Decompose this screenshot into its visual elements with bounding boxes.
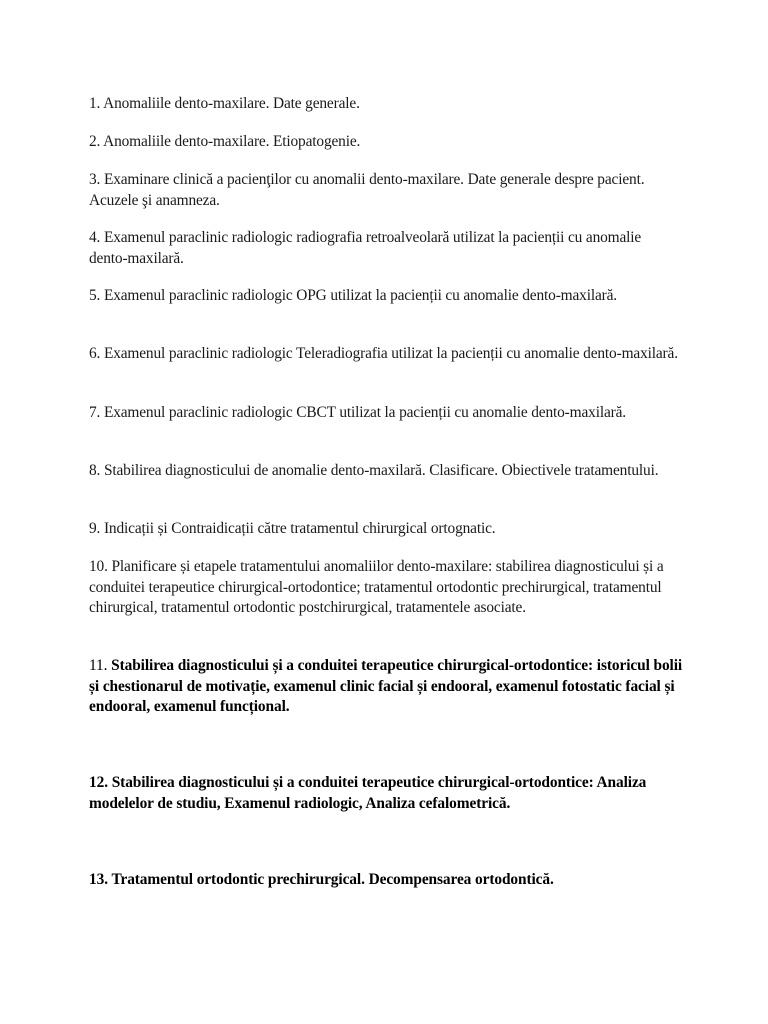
list-item-13 bbox=[89, 870, 689, 891]
list-item-10 bbox=[89, 557, 679, 619]
list-item-5 bbox=[89, 286, 679, 307]
item-number: 13. bbox=[89, 871, 108, 888]
item-number: 9. bbox=[89, 520, 101, 537]
item-number: 1. bbox=[89, 95, 101, 112]
item-text: Stabilirea diagnosticului și a conduitei terapeutice chirurgical-ortodontice: istoricul bolii și chestionarul de motivație, examenul clinic facial și endooral, examenul fotostatic facial și endooral, examenul funcțional. bbox=[89, 657, 683, 715]
item-number: 6. bbox=[89, 345, 101, 362]
item-number: 10. bbox=[89, 558, 108, 575]
list-item-2 bbox=[89, 132, 679, 153]
item-text: Examenul paraclinic radiologic OPG utilizat la pacienții cu anomalie dento-maxilară. bbox=[103, 287, 618, 304]
item-number: 7. bbox=[89, 404, 101, 421]
list-item-7 bbox=[89, 403, 679, 424]
item-text: Examenul paraclinic radiologic Teleradiografia utilizat la pacienții cu anomalie dento-maxilară. bbox=[103, 345, 678, 362]
item-text: Examenul paraclinic radiologic CBCT utilizat la pacienții cu anomalie dento-maxilară. bbox=[103, 404, 626, 421]
item-text: Planificare și etapele tratamentului anomaliilor dento-maxilare: stabilirea diagnosticului și a conduitei terapeutice chirurgical-ortodontice; tratamentul ortodontic prechirurgical, tratamentul chirurgical, tratamentul ortodontic postchirurgical, tratamentele asociate. bbox=[89, 558, 664, 616]
item-text: Stabilirea diagnosticului de anomalie dento-maxilară. Clasificare. Obiectivele tratamentului. bbox=[103, 462, 659, 479]
item-text: Examenul paraclinic radiologic radiografia retroalveolară utilizat la pacienții cu anomalie dento-maxilară. bbox=[89, 229, 642, 267]
item-text: Indicații și Contraidicații către tratamentul chirurgical ortognatic. bbox=[103, 520, 496, 537]
list-item-9 bbox=[89, 519, 679, 540]
item-number: 11. bbox=[89, 657, 108, 674]
list-item-8 bbox=[89, 461, 679, 482]
item-number: 3. bbox=[89, 171, 101, 188]
item-number: 5. bbox=[89, 287, 101, 304]
list-item-6 bbox=[89, 344, 679, 365]
item-text: Anomaliile dento-maxilare. Date generale. bbox=[103, 95, 360, 112]
item-number: 2. bbox=[89, 133, 101, 150]
item-number: 12. bbox=[89, 774, 108, 791]
list-item-4 bbox=[89, 228, 679, 269]
list-item-11 bbox=[89, 656, 689, 718]
item-number: 8. bbox=[89, 462, 101, 479]
list-item-1 bbox=[89, 94, 679, 115]
list-item-3 bbox=[89, 170, 679, 211]
item-text: Tratamentul ortodontic prechirurgical. Decompensarea ortodontică. bbox=[111, 871, 554, 888]
list-item-12 bbox=[89, 773, 689, 814]
item-text: Anomaliile dento-maxilare. Etiopatogenie. bbox=[103, 133, 361, 150]
item-number: 4. bbox=[89, 229, 101, 246]
item-text: Examinare clinică a pacienţilor cu anomalii dento-maxilare. Date generale despre pacient. Acuzele şi anamneza. bbox=[89, 171, 645, 209]
item-text: Stabilirea diagnosticului și a conduitei terapeutice chirurgical-ortodontice: Analiza modelelor de studiu, Examenul radiologic, Analiza cefalometrică. bbox=[89, 774, 647, 812]
